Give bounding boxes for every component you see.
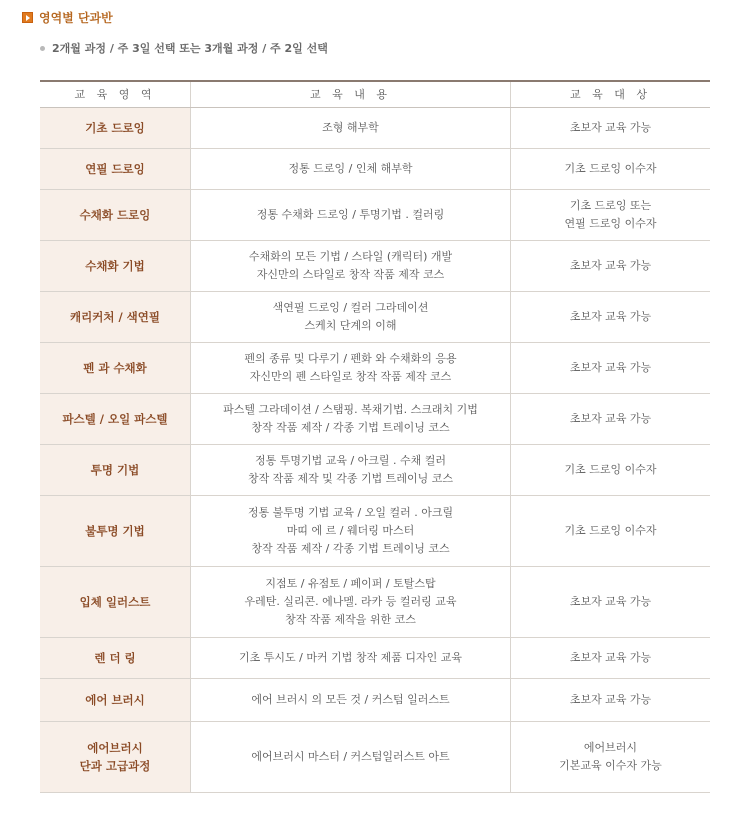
course-content-line: 정통 불투명 기법 교육 / 오일 컬러 . 아크릴 — [247, 506, 454, 519]
course-content-cell — [190, 190, 510, 240]
header-area: 교 육 영 역 — [74, 87, 156, 101]
dot-bullet-icon — [40, 46, 45, 51]
course-area-cell: 기초 드로잉 — [40, 108, 190, 148]
course-target-line: 초보자 교육 가능 — [569, 259, 652, 272]
table-row — [40, 108, 710, 149]
course-content-line: 정통 투명기법 교육 / 아크릴 . 수채 컬러 — [254, 454, 447, 467]
course-schedule-note — [40, 40, 328, 56]
course-content-line: 색연필 드로잉 / 컬러 그라데이션 — [272, 301, 429, 314]
course-target-line: 초보자 교육 가능 — [569, 693, 652, 706]
course-table — [40, 80, 710, 793]
course-content-line: 창작 작품 제작 및 각종 기법 트레이닝 코스 — [247, 472, 454, 485]
course-target-cell — [510, 638, 710, 678]
course-target-cell — [510, 149, 710, 189]
course-schedule-text: 2개월 과정 / 주 3일 선택 또는 3개월 과정 / 주 2일 선택 — [52, 42, 328, 55]
course-area-cell: 렌 더 링 — [40, 638, 190, 678]
course-area-cell: 에어브러시 단과 고급과정 — [40, 722, 190, 792]
course-target-line: 초보자 교육 가능 — [569, 361, 652, 374]
table-row — [40, 241, 710, 292]
course-content-line: 에어브러시 마스터 / 커스텀일러스트 아트 — [251, 750, 450, 763]
table-row — [40, 722, 710, 793]
course-content-line: 지점토 / 유점토 / 페이퍼 / 토탈스탑 — [265, 577, 436, 590]
course-area-cell: 불투명 기법 — [40, 496, 190, 566]
course-target-cell — [510, 679, 710, 721]
course-content-cell — [190, 638, 510, 678]
course-target-line: 초보자 교육 가능 — [569, 310, 652, 323]
course-area-cell: 입체 일러스트 — [40, 567, 190, 637]
course-area-cell: 수채화 드로잉 — [40, 190, 190, 240]
table-row — [40, 638, 710, 679]
course-content-cell — [190, 394, 510, 444]
course-content-cell — [190, 241, 510, 291]
course-target-cell — [510, 190, 710, 240]
course-content-line: 기초 투시도 / 마커 기법 창작 제품 디자인 교육 — [239, 651, 462, 664]
table-row — [40, 292, 710, 343]
course-target-cell — [510, 445, 710, 495]
course-target-cell — [510, 567, 710, 637]
course-content-cell — [190, 496, 510, 566]
course-target-cell — [510, 343, 710, 393]
course-target-line: 초보자 교육 가능 — [569, 595, 652, 608]
course-content-line: 조형 해부학 — [322, 121, 379, 134]
course-content-line: 자신만의 스타일로 창작 작품 제작 코스 — [256, 268, 445, 281]
course-content-line: 자신만의 펜 스타일로 창작 작품 제작 코스 — [249, 370, 452, 383]
course-content-cell — [190, 679, 510, 721]
course-content-cell — [190, 567, 510, 637]
course-target-cell — [510, 496, 710, 566]
course-content-line: 창작 작품 제작 / 각종 기법 트레이닝 코스 — [251, 542, 450, 555]
course-area-cell: 펜 과 수채화 — [40, 343, 190, 393]
course-target-cell — [510, 292, 710, 342]
arrow-bullet-icon — [22, 12, 33, 23]
table-row — [40, 149, 710, 190]
section-title-text: 영역별 단과반 — [39, 11, 113, 25]
course-content-cell — [190, 445, 510, 495]
course-content-line: 스케치 단계의 이해 — [304, 319, 397, 332]
course-content-cell — [190, 722, 510, 792]
course-target-line: 기본교육 이수자 가능 — [559, 759, 662, 772]
table-row — [40, 567, 710, 638]
course-target-line: 기초 드로잉 이수자 — [564, 162, 657, 175]
course-area-cell: 파스텔 / 오일 파스텔 — [40, 394, 190, 444]
course-content-line: 정통 드로잉 / 인체 해부학 — [288, 162, 413, 175]
course-content-line: 수채화의 모든 기법 / 스타일 (캐릭터) 개발 — [248, 250, 453, 263]
table-row — [40, 190, 710, 241]
course-content-cell — [190, 149, 510, 189]
table-row — [40, 496, 710, 567]
course-content-line: 창작 작품 제작을 위한 코스 — [285, 613, 416, 626]
course-area-cell: 캐리커처 / 색연필 — [40, 292, 190, 342]
section-title — [22, 9, 113, 26]
course-area-cell: 연필 드로잉 — [40, 149, 190, 189]
course-target-line: 에어브러시 — [583, 741, 638, 754]
course-target-cell — [510, 241, 710, 291]
course-content-line: 마띠 에 르 / 웨더링 마스터 — [286, 524, 415, 537]
course-target-line: 초보자 교육 가능 — [569, 651, 652, 664]
course-content-cell — [190, 108, 510, 148]
header-content: 교 육 내 용 — [190, 82, 510, 107]
course-target-line: 기초 드로잉 또는 — [569, 199, 652, 212]
course-content-line: 정통 수채화 드로잉 / 투명기법 . 컬러링 — [256, 208, 445, 221]
course-area-cell: 에어 브러시 — [40, 679, 190, 721]
course-target-cell — [510, 722, 710, 792]
course-content-line: 펜의 종류 및 다루기 / 펜화 와 수채화의 응용 — [244, 352, 457, 365]
course-target-cell — [510, 394, 710, 444]
course-content-line: 에어 브러시 의 모든 것 / 커스텀 일러스트 — [251, 693, 450, 706]
table-row — [40, 445, 710, 496]
course-target-line: 기초 드로잉 이수자 — [564, 524, 657, 537]
course-target-line: 연필 드로잉 이수자 — [564, 217, 657, 230]
course-content-cell — [190, 343, 510, 393]
course-content-line: 우레탄. 실리콘. 에나멜. 라카 등 컬러링 교육 — [244, 595, 457, 608]
course-target-line: 초보자 교육 가능 — [569, 412, 652, 425]
course-area-cell: 투명 기법 — [40, 445, 190, 495]
course-target-line: 초보자 교육 가능 — [569, 121, 652, 134]
course-content-cell — [190, 292, 510, 342]
table-header-row — [40, 82, 710, 108]
course-content-line: 창작 작품 제작 / 각종 기법 트레이닝 코스 — [251, 421, 450, 434]
course-area-cell: 수채화 기법 — [40, 241, 190, 291]
table-row — [40, 679, 710, 722]
header-target: 교 육 대 상 — [510, 82, 710, 107]
course-target-line: 기초 드로잉 이수자 — [564, 463, 657, 476]
table-row — [40, 343, 710, 394]
course-content-line: 파스텔 그라데이션 / 스탬핑. 복채기법. 스크래치 기법 — [223, 403, 478, 416]
table-row — [40, 394, 710, 445]
course-target-cell — [510, 108, 710, 148]
